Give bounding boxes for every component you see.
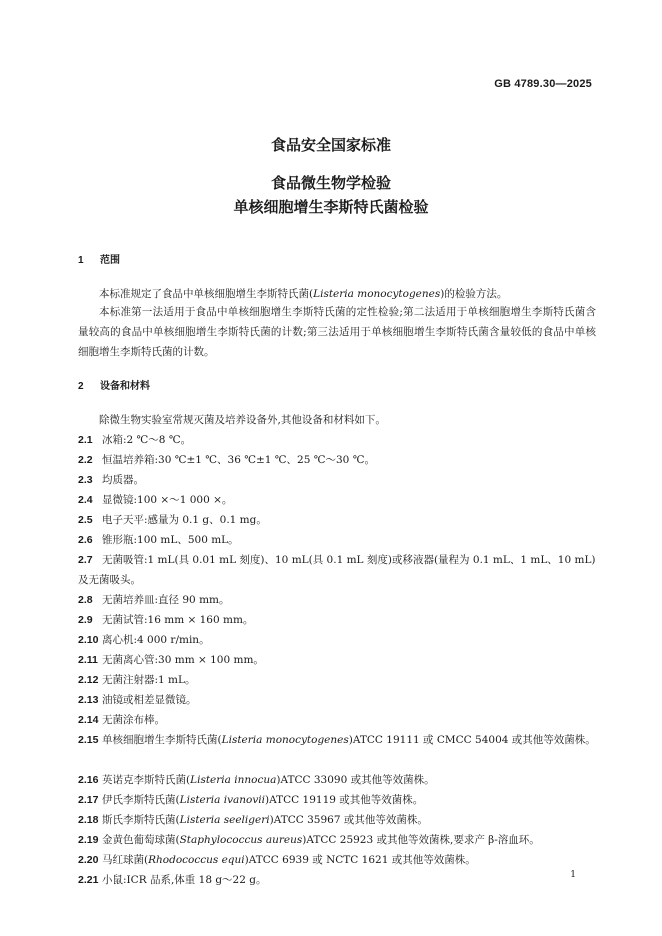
item-number: 2.17 xyxy=(78,794,99,806)
item-species-name: Rhodococcus equi xyxy=(148,854,245,866)
item-number: 2.12 xyxy=(78,674,99,686)
item-number: 2.9 xyxy=(78,614,93,626)
item-text: 离心机:4 000 r/min。 xyxy=(102,634,210,646)
page-number: 1 xyxy=(570,870,576,880)
item-species-name: Listeria seeligeri xyxy=(179,814,270,826)
item-text: 无菌注射器:1 mL。 xyxy=(102,674,196,686)
item-number: 2.10 xyxy=(78,634,99,646)
equipment-item xyxy=(78,450,596,470)
equipment-item xyxy=(78,850,596,870)
item-text: 无菌试管:16 mm × 160 mm。 xyxy=(102,614,254,626)
equipment-item xyxy=(78,630,596,650)
title-national-standard: 食品安全国家标准 xyxy=(270,136,391,154)
equipment-item xyxy=(78,790,596,810)
equipment-item xyxy=(78,610,596,630)
item-number: 2.6 xyxy=(78,534,93,546)
item-text: )ATCC 25923 或其他等效菌株,要求产 β-溶血环。 xyxy=(302,834,540,846)
item-text: )ATCC 6939 或 NCTC 1621 或其他等效菌株。 xyxy=(244,854,476,866)
item-text: 油镜或相差显微镜。 xyxy=(102,694,197,706)
equipment-item xyxy=(78,870,596,890)
item-number: 2.3 xyxy=(78,474,93,486)
item-text: 小鼠:ICR 品系,体重 18 g～22 g。 xyxy=(102,874,267,886)
item-number: 2.21 xyxy=(78,874,99,886)
standard-code: GB 4789.30—2025 xyxy=(494,78,592,90)
item-text: 无菌培养皿:直径 90 mm。 xyxy=(102,594,230,606)
section-heading-scope xyxy=(78,251,120,266)
equipment-item xyxy=(78,770,596,790)
item-text: 斯氏李斯特氏菌( xyxy=(102,814,180,826)
item-number: 2.20 xyxy=(78,854,99,866)
equipment-item xyxy=(78,690,596,710)
item-number: 2.2 xyxy=(78,454,93,466)
item-text: 英诺克李斯特氏菌( xyxy=(102,774,191,786)
item-text: 均质器。 xyxy=(102,474,144,486)
scope-paragraph-1: 本标准规定了食品中单核细胞增生李斯特氏菌(Listeria monocytogenes)的检验方法。 xyxy=(99,288,508,300)
section-heading-equipment xyxy=(78,377,150,392)
section-title: 设备和材料 xyxy=(100,381,150,392)
equipment-item xyxy=(78,590,596,610)
item-species-name: Staphylococcus aureus xyxy=(179,834,303,846)
item-number: 2.15 xyxy=(78,734,99,746)
item-text: 金黄色葡萄球菌( xyxy=(102,834,180,846)
item-text: 恒温培养箱:30 ℃±1 ℃、36 ℃±1 ℃、25 ℃～30 ℃。 xyxy=(102,454,375,466)
equipment-item xyxy=(78,830,596,850)
item-text: )ATCC 19119 或其他等效菌株。 xyxy=(265,794,424,806)
item-number: 2.13 xyxy=(78,694,99,706)
item-text: 电子天平:感量为 0.1 g、0.1 mg。 xyxy=(102,514,267,526)
equipment-item xyxy=(78,650,596,670)
item-species-name: Listeria monocytogenes xyxy=(221,734,349,746)
section-title: 范围 xyxy=(100,255,120,266)
section-number: 2 xyxy=(78,381,84,392)
item-number: 2.18 xyxy=(78,814,99,826)
item-text: 马红球菌( xyxy=(102,854,149,866)
title-listeria: 单核细胞增生李斯特氏菌检验 xyxy=(233,198,429,216)
equipment-item xyxy=(78,530,596,550)
equipment-item xyxy=(78,710,596,730)
equipment-item xyxy=(78,510,596,530)
item-text: 冰箱:2 ℃～8 ℃。 xyxy=(102,434,192,446)
equipment-item xyxy=(78,670,596,690)
item-text: 无菌吸管:1 mL(具 0.01 mL 刻度)、10 mL(具 0.1 mL 刻度)或移液器(量程为 0.1 mL、1 mL、10 mL)及无菌吸头。 xyxy=(78,554,596,586)
item-text: )ATCC 35967 或其他等效菌株。 xyxy=(269,814,428,826)
item-species-name: Listeria innocua xyxy=(190,774,277,786)
item-text: 无菌涂布棒。 xyxy=(102,714,165,726)
equipment-item xyxy=(78,730,596,750)
equipment-intro: 除微生物实验室常规灭菌及培养设备外,其他设备和材料如下。 xyxy=(99,414,386,426)
item-text: 显微镜:100 ×～1 000 ×。 xyxy=(102,494,233,506)
item-number: 2.16 xyxy=(78,774,99,786)
item-text: 锥形瓶:100 mL、500 mL。 xyxy=(102,534,239,546)
item-number: 2.8 xyxy=(78,594,93,606)
item-number: 2.7 xyxy=(78,554,93,566)
item-number: 2.4 xyxy=(78,494,93,506)
equipment-item xyxy=(78,430,596,450)
equipment-item xyxy=(78,490,596,510)
item-text: 伊氏李斯特氏菌( xyxy=(102,794,180,806)
item-text: 无菌离心管:30 mm × 100 mm。 xyxy=(102,654,264,666)
item-text: 单核细胞增生李斯特氏菌( xyxy=(102,734,222,746)
equipment-item xyxy=(78,810,596,830)
equipment-item xyxy=(78,550,596,590)
item-number: 2.14 xyxy=(78,714,99,726)
item-text: )ATCC 33090 或其他等效菌株。 xyxy=(276,774,435,786)
item-number: 2.1 xyxy=(78,434,93,446)
section-number: 1 xyxy=(78,255,84,266)
item-number: 2.19 xyxy=(78,834,99,846)
item-number: 2.11 xyxy=(78,654,98,666)
item-number: 2.5 xyxy=(78,514,93,526)
item-species-name: Listeria ivanovii xyxy=(179,794,266,806)
item-text: )ATCC 19111 或 CMCC 54004 或其他等效菌株。 xyxy=(348,734,596,746)
title-microbiology: 食品微生物学检验 xyxy=(270,174,391,192)
equipment-item xyxy=(78,470,596,490)
scope-paragraph-2: 本标准第一法适用于食品中单核细胞增生李斯特氏菌的定性检验;第二法适用于单核细胞增生李斯特氏菌含量较高的食品中单核细胞增生李斯特氏菌的计数;第三法适用于单核细胞增生李斯特氏菌含量较低的食品中单核细胞增生李斯特氏菌的计数。 xyxy=(78,306,596,358)
